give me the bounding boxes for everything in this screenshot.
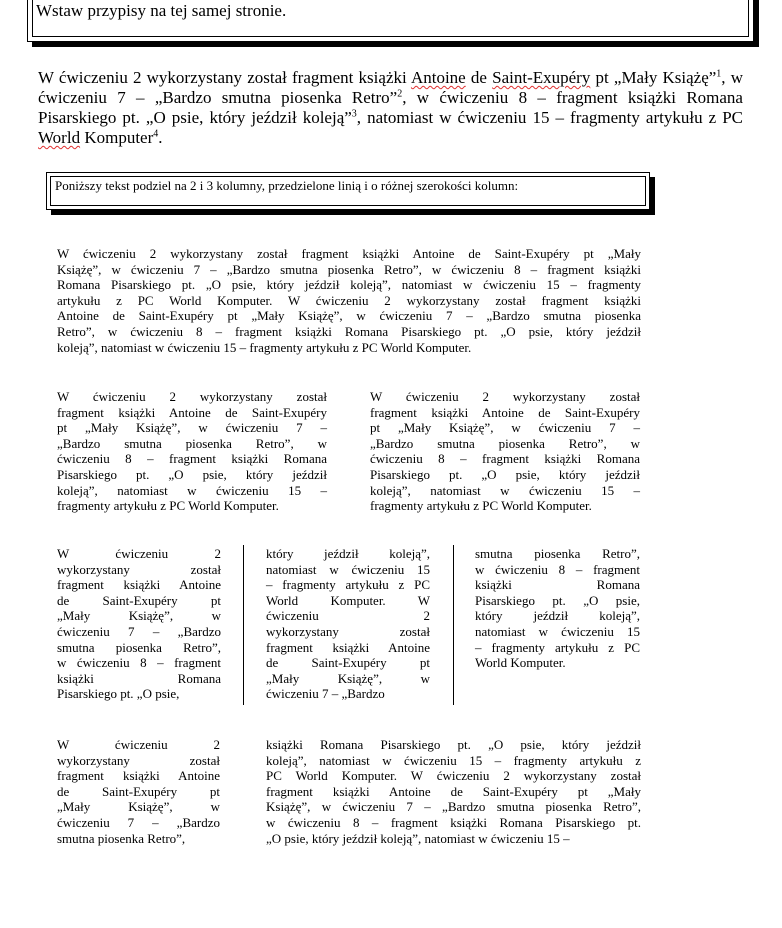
text-line: Pisarskiego pt. „O psie, [57, 686, 180, 702]
text-line: który jeździł koleją”, [266, 546, 430, 561]
column-separator-line [243, 545, 244, 705]
text-line: de Saint-Exupéry pt [57, 783, 220, 799]
text-line: natomiast w ćwiczeniu 15 [266, 561, 430, 577]
text-line: ćwiczeniu 7 – „Bardzo [266, 686, 385, 702]
instruction-text-columns: Poniższy tekst podziel na 2 i 3 kolumny, przedzielone linią i o różnej szerokości kolumn: [55, 178, 519, 193]
text-line: w ćwiczeniu 8 – fragment [475, 561, 640, 577]
text-line: W ćwiczeniu 2 wykorzystany został fragment książki Antoine de Saint-Exupéry pt „Mały [57, 246, 641, 261]
text-line: Retro”, w ćwiczeniu 8 – fragment książki Romana Pisarskiego pt. „O psie, który jeździł [57, 323, 641, 339]
text-line: „Mały Książę”, w [57, 608, 221, 624]
text-run: , natomiast w ćwiczeniu 15 – fragmenty artykułu z PC [356, 108, 743, 127]
spellcheck-word: World [38, 128, 81, 147]
text-line: „Mały Książę”, w [266, 670, 430, 686]
text-line: de Saint-Exupéry pt [57, 592, 221, 608]
text-run: W ćwiczeniu 2 wykorzystany został fragment książki [38, 68, 411, 87]
text-column-2 [266, 546, 430, 702]
text-line: książki Romana [57, 670, 221, 686]
text-line: książki Romana [475, 577, 640, 593]
text-line: – fragmenty artykułu z PC [475, 639, 640, 655]
instruction-text-footnotes: Wstaw przypisy na tej samej stronie. [36, 1, 287, 20]
text-run: , w ćwiczeniu 7 – „Bardzo smutna piosenka Retro” [38, 68, 743, 107]
text-line: „Bardzo smutna piosenka Retro”, w [57, 435, 327, 451]
text-block-one-column [57, 246, 641, 355]
text-line: koleją”, natomiast w ćwiczeniu 15 – [57, 482, 327, 498]
instruction-box-columns [46, 172, 650, 210]
text-run: Komputer [80, 128, 154, 147]
text-line: World Komputer. W [266, 592, 430, 608]
text-line: który jeździł koleją”, [475, 608, 640, 624]
text-line: ćwiczeniu 8 – fragment książki Romana [57, 451, 327, 467]
spellcheck-word: Saint-Exupéry [492, 68, 591, 87]
footnote-ref-2[interactable]: 2 [397, 88, 403, 100]
text-line: fragment książki Antoine [57, 577, 221, 593]
text-line: ćwiczeniu 7 – „Bardzo [57, 623, 221, 639]
column-separator-line [453, 545, 454, 705]
text-line: pt „Mały Książę”, w ćwiczeniu 7 – [370, 420, 640, 436]
text-line: Pisarskiego pt. „O psie, który jeździł [370, 466, 640, 482]
text-run: , w ćwiczeniu 8 – fragment książki Romana Pisarskiego pt. „O psie, który jeździł koleją” [38, 88, 743, 127]
text-line: książki Romana Pisarskiego pt. „O psie, który jeździł [266, 737, 641, 752]
text-line: fragment książki Antoine de Saint-Exupéry [57, 404, 327, 420]
text-column-narrow [57, 737, 220, 846]
text-line: fragment książki Antoine de Saint-Exupéry [370, 404, 640, 420]
text-line: wykorzystany został [266, 623, 430, 639]
text-line: pt „Mały Książę”, w ćwiczeniu 7 – [57, 420, 327, 436]
text-line: Pisarskiego pt. „O psie, [475, 592, 640, 608]
text-line: W ćwiczeniu 2 [57, 546, 221, 561]
text-line: artykułu z PC World Komputer. W ćwiczeniu 2 wykorzystany został fragment książki [57, 292, 641, 308]
text-line: Romana Pisarskiego pt. „O psie, który jeździł koleją”, natomiast w ćwiczeniu 15 – fragmenty [57, 277, 641, 293]
text-run: pt „Mały Książę” [590, 68, 717, 87]
text-line: „O psie, który jeździł koleją”, natomiast w ćwiczeniu 15 – [266, 830, 570, 846]
text-line: w ćwiczeniu 8 – fragment [57, 655, 221, 671]
instruction-box-footnotes [27, 0, 754, 42]
text-line: Książę”, w ćwiczeniu 7 – „Bardzo smutna piosenka Retro”, [266, 799, 641, 815]
text-line: Antoine de Saint-Exupéry pt „Mały Książę”, w ćwiczeniu 7 – „Bardzo smutna piosenka [57, 308, 641, 324]
text-line: natomiast w ćwiczeniu 15 [475, 623, 640, 639]
text-line: ćwiczeniu 8 – fragment książki Romana [370, 451, 640, 467]
text-column-right [370, 389, 640, 514]
text-line: ćwiczeniu 2 [266, 608, 430, 624]
text-line: fragment książki Antoine [266, 639, 430, 655]
text-column-wide [266, 737, 641, 846]
text-line: koleją”, natomiast w ćwiczeniu 15 – fragmenty artykułu z [266, 752, 641, 768]
text-line: de Saint-Exupéry pt [266, 655, 430, 671]
spellcheck-word: Antoine [410, 68, 466, 87]
text-column-3 [475, 546, 640, 671]
text-line: koleją”, natomiast w ćwiczeniu 15 – [370, 482, 640, 498]
main-paragraph [38, 68, 743, 148]
text-line: fragment książki Antoine de Saint-Exupéry pt „Mały [266, 783, 641, 799]
text-line: W ćwiczeniu 2 wykorzystany został [57, 389, 327, 404]
text-line: Książę”, w ćwiczeniu 7 – „Bardzo smutna piosenka Retro”, w ćwiczeniu 8 – fragment książki [57, 261, 641, 277]
text-line: fragmenty artykułu z PC World Komputer. [370, 498, 592, 514]
text-line: wykorzystany został [57, 752, 220, 768]
text-line: w ćwiczeniu 8 – fragment książki Romana Pisarskiego pt. [266, 814, 641, 830]
text-column-left [57, 389, 327, 514]
footnote-ref-1[interactable]: 1 [716, 68, 722, 80]
text-line: Pisarskiego pt. „O psie, który jeździł [57, 466, 327, 482]
text-line: smutna piosenka Retro”, [57, 639, 221, 655]
text-line: fragmenty artykułu z PC World Komputer. [57, 498, 279, 514]
text-line: PC World Komputer. W ćwiczeniu 2 wykorzystany został [266, 768, 641, 784]
text-line: smutna piosenka Retro”, [475, 546, 640, 561]
text-line: fragment książki Antoine [57, 768, 220, 784]
text-line: smutna piosenka Retro”, [57, 830, 186, 846]
text-line: W ćwiczeniu 2 [57, 737, 220, 752]
text-line: wykorzystany został [57, 561, 221, 577]
text-line: W ćwiczeniu 2 wykorzystany został [370, 389, 640, 404]
text-line: – fragmenty artykułu z PC [266, 577, 430, 593]
text-line: ćwiczeniu 7 – „Bardzo [57, 814, 220, 830]
text-run: . [158, 128, 163, 147]
footnote-ref-3[interactable]: 3 [351, 108, 357, 120]
text-line: „Mały Książę”, w [57, 799, 220, 815]
text-line: „Bardzo smutna piosenka Retro”, w [370, 435, 640, 451]
text-line: koleją”, natomiast w ćwiczeniu 15 – fragmenty artykułu z PC World Komputer. [57, 339, 472, 355]
text-line: World Komputer. [475, 655, 566, 671]
footnote-ref-4[interactable]: 4 [153, 128, 159, 140]
text-run: de [465, 68, 493, 87]
text-column-1 [57, 546, 221, 702]
